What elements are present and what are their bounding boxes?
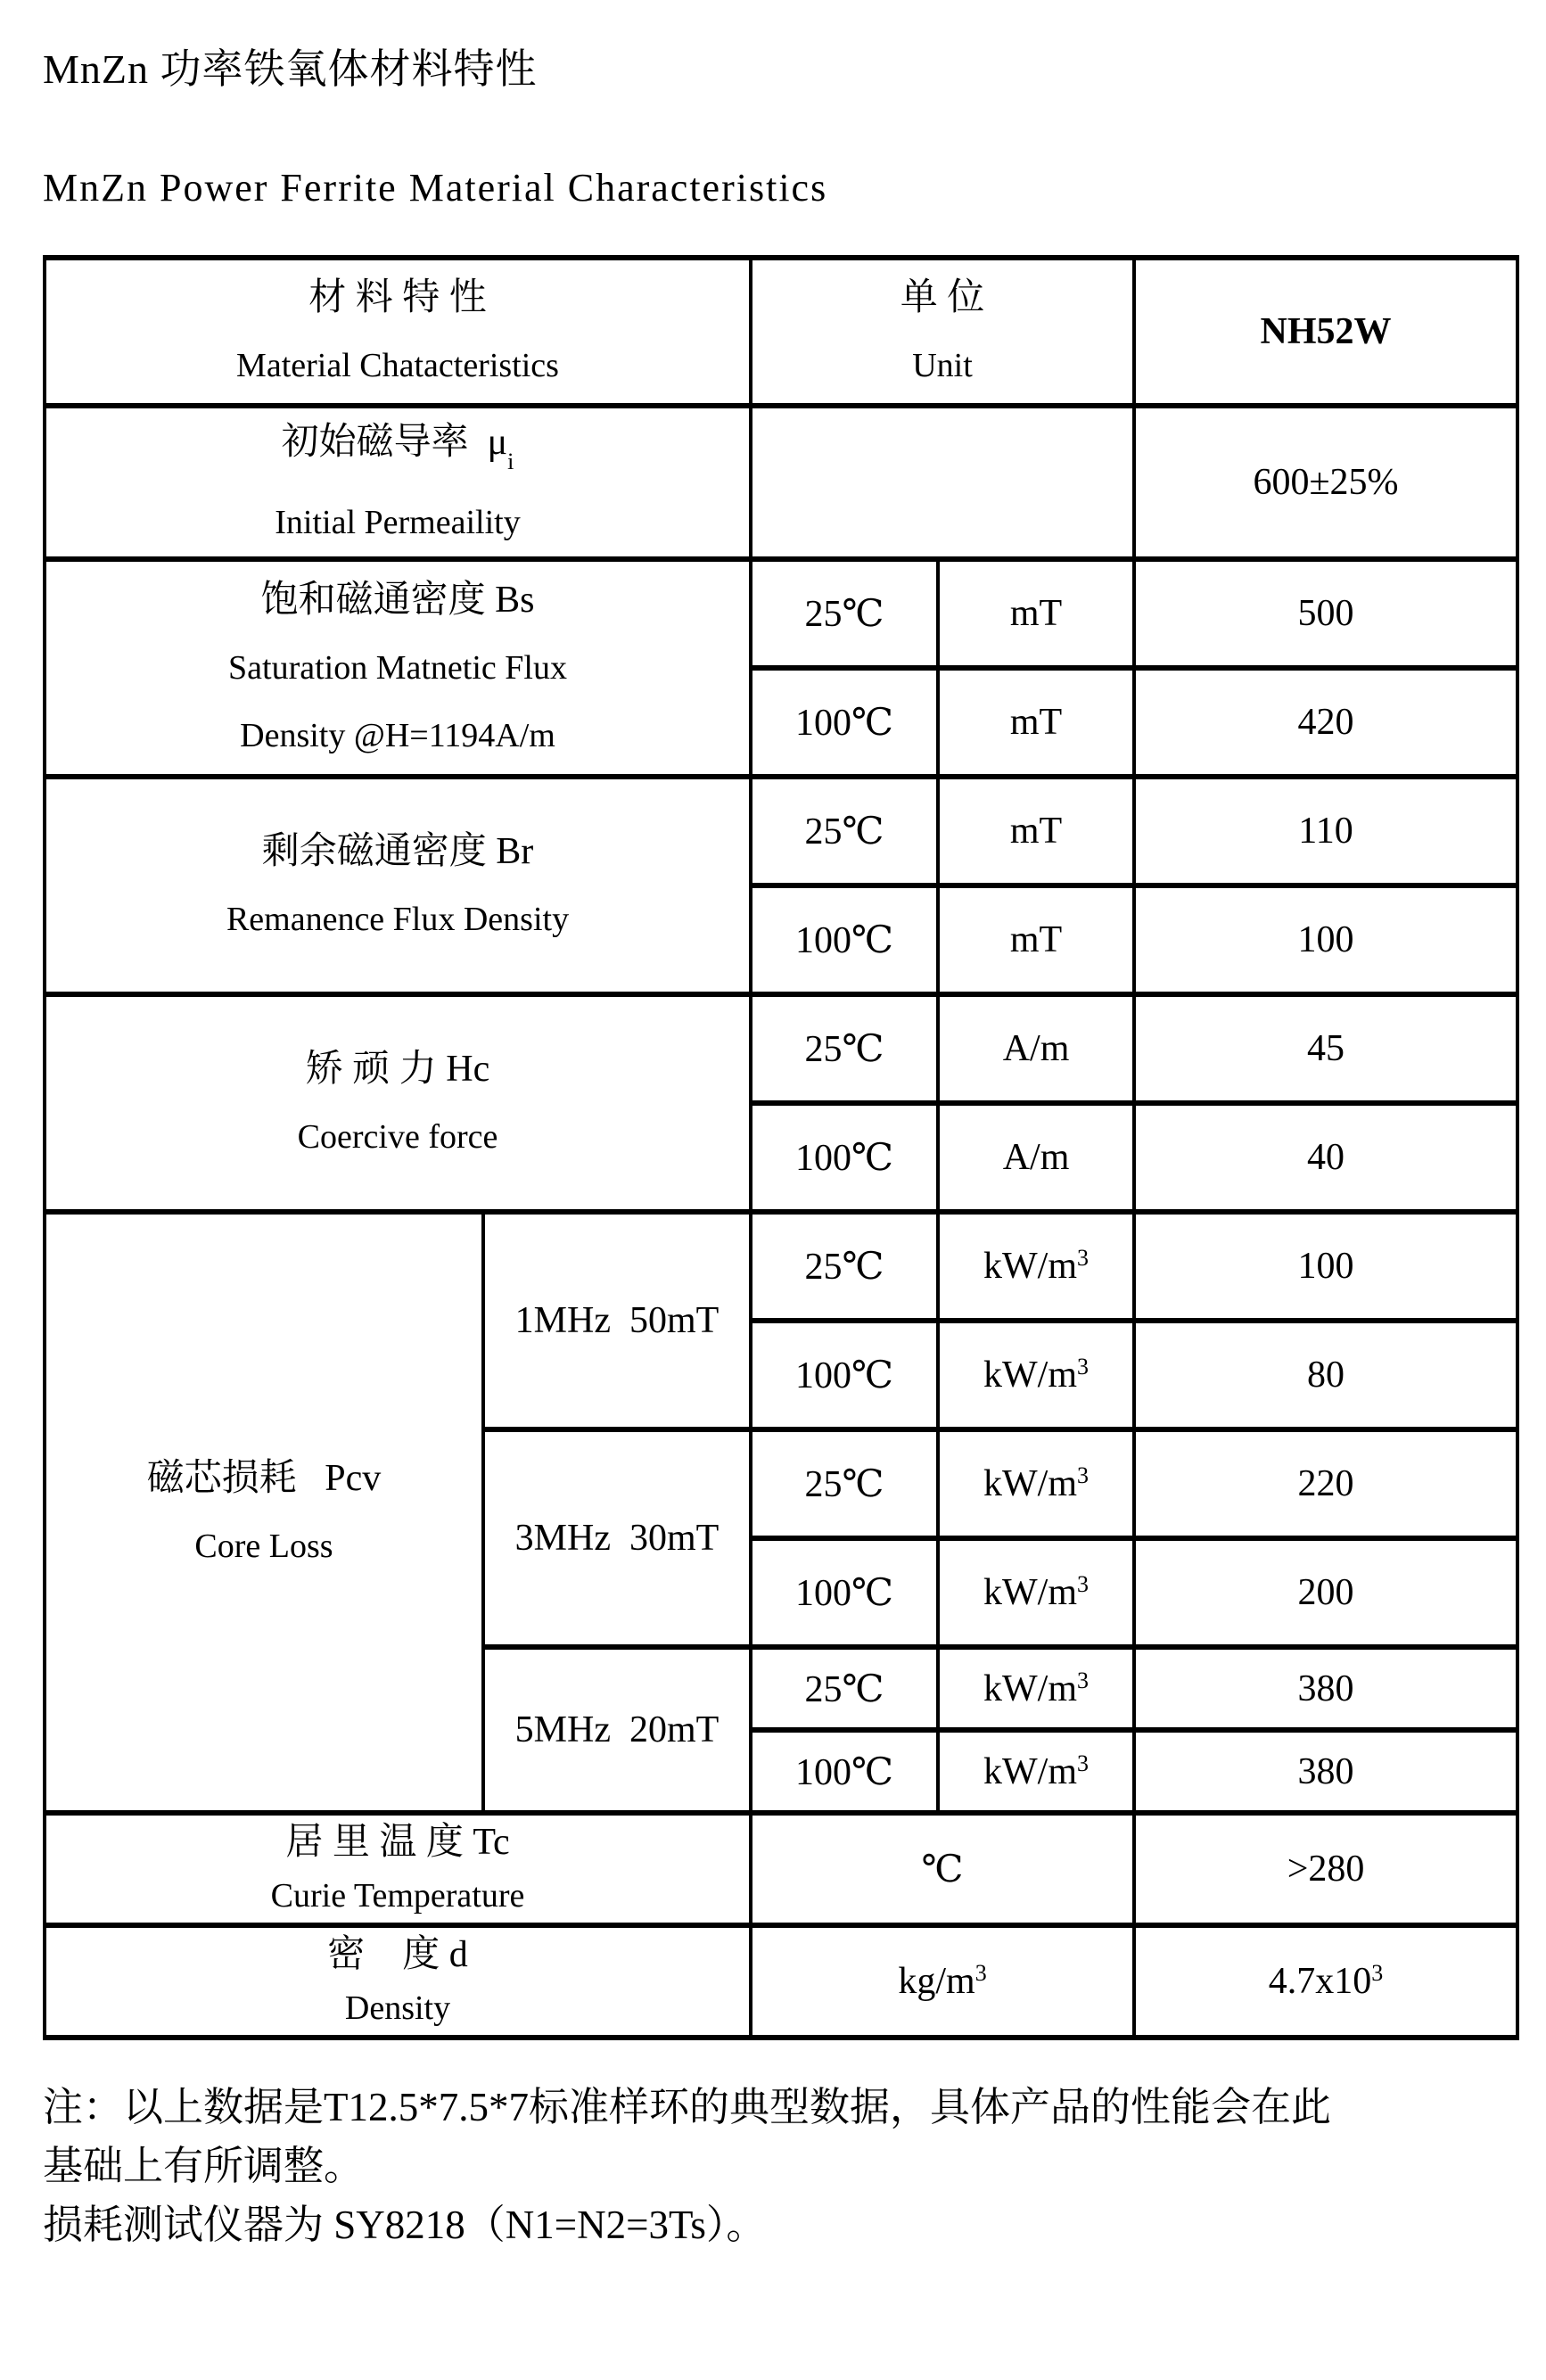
coreloss-5mhz-100c-unit-cell [938, 1730, 1134, 1813]
permeability-symbol-base: 初始磁导率 μ [281, 422, 508, 463]
row-coreloss-1mhz-25c [45, 1212, 1517, 1321]
coreloss-3mhz-25c-temp: 25℃ [804, 1464, 884, 1506]
header-grade-cell [1134, 258, 1517, 406]
hc-100c-unit-cell [938, 1103, 1134, 1212]
row-initial-permeability [45, 406, 1517, 559]
page-title-zh: MnZn 功率铁氧体材料特性 [43, 46, 538, 92]
bs-100c-unit-cell [938, 668, 1134, 777]
coreloss-1mhz-25c-unit-cell [938, 1212, 1134, 1321]
coreloss-3mhz-100c-unit-cell [938, 1538, 1134, 1647]
material-characteristics-table [43, 255, 1519, 2040]
permeability-value: 600±25% [1253, 462, 1399, 504]
permeability-unit-cell [751, 406, 1134, 559]
coreloss-5mhz-25c-temp: 25℃ [804, 1668, 884, 1710]
coreloss-1mhz-25c-temp-cell [751, 1212, 938, 1321]
density-unit: kg/m [898, 1961, 975, 2003]
hc-25c-unit-cell [938, 994, 1134, 1103]
coreloss-1mhz-25c-temp: 25℃ [804, 1247, 884, 1289]
bs-label-zh: 饱和磁通密度 Bs [260, 580, 535, 622]
footnote-line-1: 注：以上数据是T12.5*7.5*7标准样环的典型数据，具体产品的性能会在此 [43, 2085, 1331, 2130]
curie-label-cell [45, 1813, 751, 1925]
hc-label-en: Coercive force [297, 1118, 498, 1157]
header-characteristics-zh: 材 料 特 性 [308, 277, 487, 318]
row-br-25c [45, 777, 1517, 885]
permeability-label-en: Initial Permeaility [275, 504, 521, 542]
coreloss-3mhz-25c-unit-cell [938, 1429, 1134, 1538]
br-label-cell [45, 777, 751, 994]
hc-100c-unit: A/m [1002, 1137, 1070, 1179]
bs-label-cell [45, 559, 751, 777]
coreloss-5mhz-condition-cell [483, 1647, 751, 1813]
coreloss-label-cell [45, 1212, 483, 1813]
br-25c-value: 110 [1298, 811, 1353, 852]
bs-label-en2: Density @H=1194A/m [240, 717, 555, 755]
density-label-en: Density [344, 1989, 451, 2028]
bs-100c-temp: 100℃ [795, 703, 893, 745]
br-25c-unit: mT [1009, 811, 1063, 852]
coreloss-3mhz-25c-value-cell [1134, 1429, 1517, 1538]
curie-label-en: Curie Temperature [270, 1877, 525, 1915]
coreloss-3mhz-100c-unit-sup: 3 [1077, 1571, 1090, 1598]
bs-100c-value-cell [1134, 668, 1517, 777]
coreloss-5mhz-25c-temp-cell [751, 1647, 938, 1730]
header-unit-cell [751, 258, 1134, 406]
curie-value: >280 [1287, 1849, 1365, 1890]
row-hc-25c [45, 994, 1517, 1103]
coreloss-5mhz-100c-unit: kW/m [983, 1750, 1078, 1792]
permeability-value-cell [1134, 406, 1517, 559]
hc-25c-value-cell [1134, 994, 1517, 1103]
bs-25c-temp-cell [751, 559, 938, 668]
coreloss-1mhz-25c-value: 100 [1297, 1246, 1354, 1288]
coreloss-1mhz-100c-value: 80 [1307, 1355, 1345, 1396]
coreloss-3mhz-100c-value: 200 [1297, 1572, 1354, 1614]
coreloss-5mhz-condition: 5MHz 20mT [514, 1709, 720, 1751]
hc-25c-unit: A/m [1002, 1028, 1070, 1070]
coreloss-1mhz-25c-value-cell [1134, 1212, 1517, 1321]
coreloss-1mhz-100c-unit-cell [938, 1321, 1134, 1429]
coreloss-3mhz-condition: 3MHz 30mT [514, 1518, 720, 1560]
row-density [45, 1925, 1517, 2038]
density-value: 4.7x10 [1268, 1961, 1372, 2003]
coreloss-1mhz-100c-unit-sup: 3 [1077, 1354, 1090, 1380]
br-label-en: Remanence Flux Density [226, 901, 570, 939]
br-100c-temp: 100℃ [795, 920, 893, 962]
bs-label-en1: Saturation Matnetic Flux [228, 649, 567, 688]
curie-label-zh: 居 里 温 度 Tc [285, 1822, 510, 1864]
coreloss-3mhz-25c-temp-cell [751, 1429, 938, 1538]
coreloss-3mhz-100c-unit: kW/m [983, 1572, 1078, 1614]
density-label-zh: 密 度 d [327, 1934, 468, 1976]
footnotes [43, 2078, 1523, 2254]
density-unit-cell [751, 1925, 1134, 2038]
row-bs-25c [45, 559, 1517, 668]
hc-label-zh: 矫 顽 力 Hc [305, 1049, 490, 1091]
coreloss-5mhz-25c-value-cell [1134, 1647, 1517, 1730]
coreloss-3mhz-25c-unit-sup: 3 [1077, 1462, 1090, 1489]
footnote-line-3: 损耗测试仪器为 SY8218（N1=N2=3Ts）。 [43, 2203, 767, 2248]
permeability-symbol-subscript: i [507, 449, 514, 475]
coreloss-1mhz-condition: 1MHz 50mT [514, 1300, 720, 1342]
coreloss-3mhz-100c-temp-cell [751, 1538, 938, 1647]
coreloss-5mhz-25c-value: 380 [1297, 1668, 1354, 1709]
coreloss-3mhz-100c-temp: 100℃ [795, 1573, 893, 1615]
coreloss-5mhz-25c-unit-cell [938, 1647, 1134, 1730]
bs-25c-value-cell [1134, 559, 1517, 668]
bs-25c-temp: 25℃ [804, 594, 884, 636]
coreloss-label-en: Core Loss [194, 1528, 333, 1566]
coreloss-3mhz-25c-unit: kW/m [983, 1463, 1078, 1505]
density-unit-sup: 3 [974, 1960, 987, 1987]
permeability-label-cell [45, 406, 751, 559]
density-value-cell [1134, 1925, 1517, 2038]
coreloss-label-zh: 磁芯损耗 Pcv [146, 1458, 382, 1500]
bs-25c-unit-cell [938, 559, 1134, 668]
hc-label-cell [45, 994, 751, 1212]
bs-100c-value: 420 [1297, 702, 1354, 744]
br-25c-temp-cell [751, 777, 938, 885]
coreloss-5mhz-100c-value-cell [1134, 1730, 1517, 1813]
header-unit-zh: 单 位 [900, 277, 985, 318]
coreloss-1mhz-100c-temp-cell [751, 1321, 938, 1429]
density-value-sup: 3 [1371, 1960, 1384, 1987]
coreloss-5mhz-100c-value: 380 [1297, 1750, 1354, 1792]
coreloss-1mhz-100c-temp: 100℃ [795, 1355, 893, 1397]
curie-unit-cell [751, 1813, 1134, 1925]
br-100c-unit: mT [1009, 919, 1063, 961]
coreloss-1mhz-25c-unit-sup: 3 [1077, 1245, 1090, 1272]
coreloss-1mhz-100c-unit: kW/m [983, 1355, 1078, 1396]
bs-25c-value: 500 [1297, 593, 1354, 635]
hc-100c-temp: 100℃ [795, 1138, 893, 1180]
coreloss-3mhz-100c-value-cell [1134, 1538, 1517, 1647]
coreloss-3mhz-25c-value: 220 [1297, 1463, 1354, 1505]
coreloss-5mhz-25c-unit: kW/m [983, 1668, 1078, 1709]
hc-25c-temp: 25℃ [804, 1029, 884, 1071]
header-characteristics-cell [45, 258, 751, 406]
br-label-zh: 剩余磁通密度 Br [261, 831, 534, 873]
br-25c-unit-cell [938, 777, 1134, 885]
coreloss-1mhz-25c-unit: kW/m [983, 1246, 1078, 1288]
br-100c-value: 100 [1297, 919, 1354, 961]
coreloss-1mhz-condition-cell [483, 1212, 751, 1429]
bs-25c-unit: mT [1009, 593, 1063, 635]
hc-25c-temp-cell [751, 994, 938, 1103]
header-unit-en: Unit [912, 347, 973, 384]
permeability-label-zh [46, 408, 749, 489]
hc-100c-value: 40 [1307, 1137, 1345, 1179]
bs-100c-unit: mT [1009, 702, 1063, 744]
hc-100c-temp-cell [751, 1103, 938, 1212]
br-25c-temp: 25℃ [804, 811, 884, 853]
footnote-line-2: 基础上有所调整。 [43, 2144, 365, 2189]
coreloss-5mhz-100c-unit-sup: 3 [1077, 1750, 1090, 1776]
table-header-row [45, 258, 1517, 406]
bs-100c-temp-cell [751, 668, 938, 777]
hc-100c-value-cell [1134, 1103, 1517, 1212]
coreloss-5mhz-100c-temp-cell [751, 1730, 938, 1813]
coreloss-1mhz-100c-value-cell [1134, 1321, 1517, 1429]
header-characteristics-en: Material Chatacteristics [236, 347, 559, 384]
material-grade: NH52W [1260, 311, 1392, 352]
hc-25c-value: 45 [1307, 1028, 1345, 1070]
coreloss-5mhz-100c-temp: 100℃ [795, 1751, 893, 1793]
row-curie-temperature [45, 1813, 1517, 1925]
br-100c-value-cell [1134, 885, 1517, 994]
curie-unit: ℃ [921, 1849, 964, 1891]
br-100c-unit-cell [938, 885, 1134, 994]
coreloss-5mhz-25c-unit-sup: 3 [1077, 1667, 1090, 1693]
page-title-en: MnZn Power Ferrite Material Characteristics [43, 166, 828, 210]
coreloss-3mhz-condition-cell [483, 1429, 751, 1647]
curie-value-cell [1134, 1813, 1517, 1925]
density-label-cell [45, 1925, 751, 2038]
br-25c-value-cell [1134, 777, 1517, 885]
br-100c-temp-cell [751, 885, 938, 994]
